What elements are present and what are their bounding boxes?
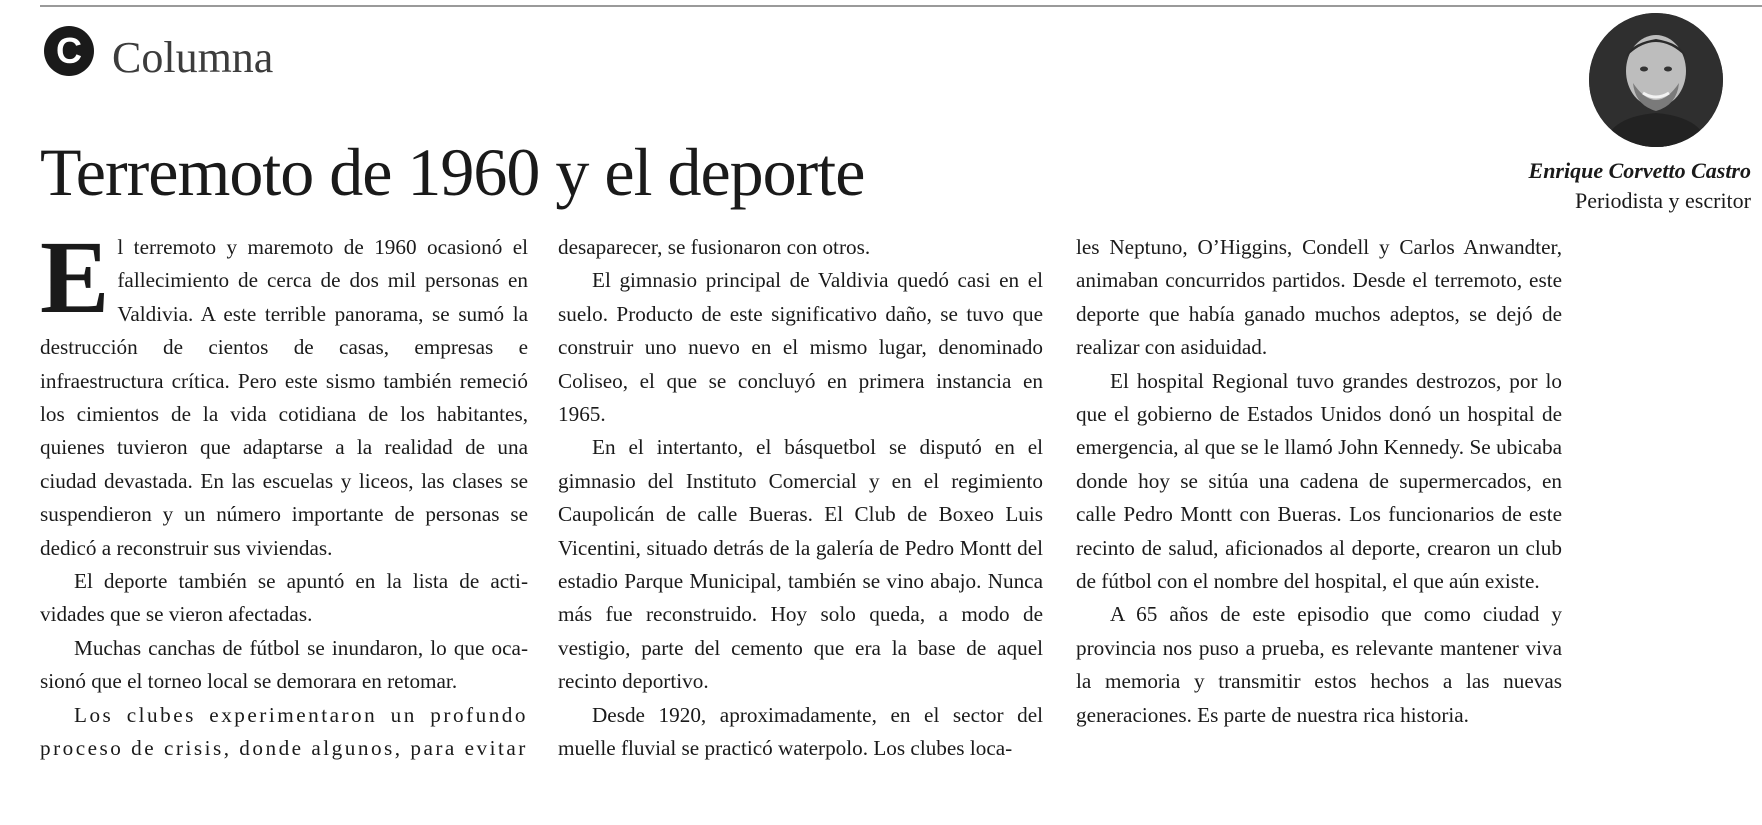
paragraph: Desde 1920, aproximadamente, en el sector del muelle fluvial se practicó waterpolo. Los clubes loca-: [558, 702, 1043, 761]
paragraph: Los clubes experimentaron un profundo proceso de crisis, donde algunos, para evitar: [40, 702, 528, 761]
article-column-3: [1076, 231, 1562, 732]
article-column-1: [40, 220, 528, 766]
paragraph: desaparecer, se fusionaron con otros.: [558, 235, 871, 259]
paragraph: [40, 220, 528, 565]
drop-cap: E: [40, 220, 110, 335]
article-title: Terremoto de 1960 y el deporte: [40, 134, 865, 210]
paragraph: El deporte también se apuntó en la lista de actividades que se vieron afectadas.: [40, 569, 528, 627]
paragraph: Muchas canchas de fútbol se inundaron, lo que ocasionó que el torneo local se demorara en retomar.: [40, 635, 528, 694]
paragraph: A 65 años de este episodio que como ciudad y provincia nos puso a prueba, es relevante mantener viva la memoria y transmitir estos hechos a las nuevas generaciones. Es parte de nuestra rica historia.: [1076, 602, 1562, 727]
paragraph: El hospital Regional tuvo grandes destrozos, por lo que el gobierno de Estados Unidos donó un hospital de emergencia, al que se le llamó John Kennedy. Se ubicaba donde hoy se sitúa una cadena de supermercados, en calle Pedro Montt con Bueras. Los funcionarios de este recinto de salud, aficionados al deporte, crearon un club de fútbol con el nombre del hospital, el que aún existe.: [1076, 368, 1562, 594]
author-name: Enrique Corvetto Castro: [1528, 158, 1751, 183]
author-photo: [1589, 13, 1723, 147]
top-rule: [40, 5, 1762, 7]
author-role: Periodista y escritor: [1575, 188, 1751, 213]
section-badge-icon: C: [44, 26, 94, 76]
paragraph: les Neptuno, O’Higgins, Condell y Carlos Anwandter, animaban concurridos partidos. Desde el terremoto, este deporte que había ganado muchos adeptos, se dejó de realizar con asiduidad.: [1076, 235, 1562, 360]
paragraph-text: l terremoto y maremoto de 1960 ocasionó el fallecimiento de cerca de dos mil personas en Valdivia. A este terrible panorama, se sumó la destrucción de cientos de casas, empresas e infraestructura crítica. Pero este sismo también remeció los cimientos de la vida cotidiana de los habitantes, quienes tuvieron que adaptarse a la realidad de una ciudad devastada. En las escuelas y liceos, las clases se suspendieron y un número importante de personas se dedicó a reconstruir sus viviendas.: [40, 235, 528, 560]
paragraph: En el intertanto, el básquetbol se disputó en el gimnasio del Instituto Comercial y en el regimiento Caupolicán de calle Bueras. El Club de Boxeo Luis Vicentini, situado detrás de la galería de Pedro Montt del estadio Parque Municipal, también se vino abajo. Nunca más fue reconstruido. Hoy solo queda, a modo de vestigio, parte del cemento que era la base de aquel recinto deportivo.: [558, 435, 1043, 694]
author-portrait-icon: [1589, 13, 1723, 147]
article-column-2: [558, 231, 1043, 766]
paragraph: El gimnasio principal de Valdivia quedó casi en el suelo. Producto de este significativo daño, se tuvo que construir uno nuevo en el mismo lugar, denominado Coliseo, el que se concluyó en primera instancia en 1965.: [558, 268, 1043, 427]
section-label: Columna: [112, 33, 274, 82]
